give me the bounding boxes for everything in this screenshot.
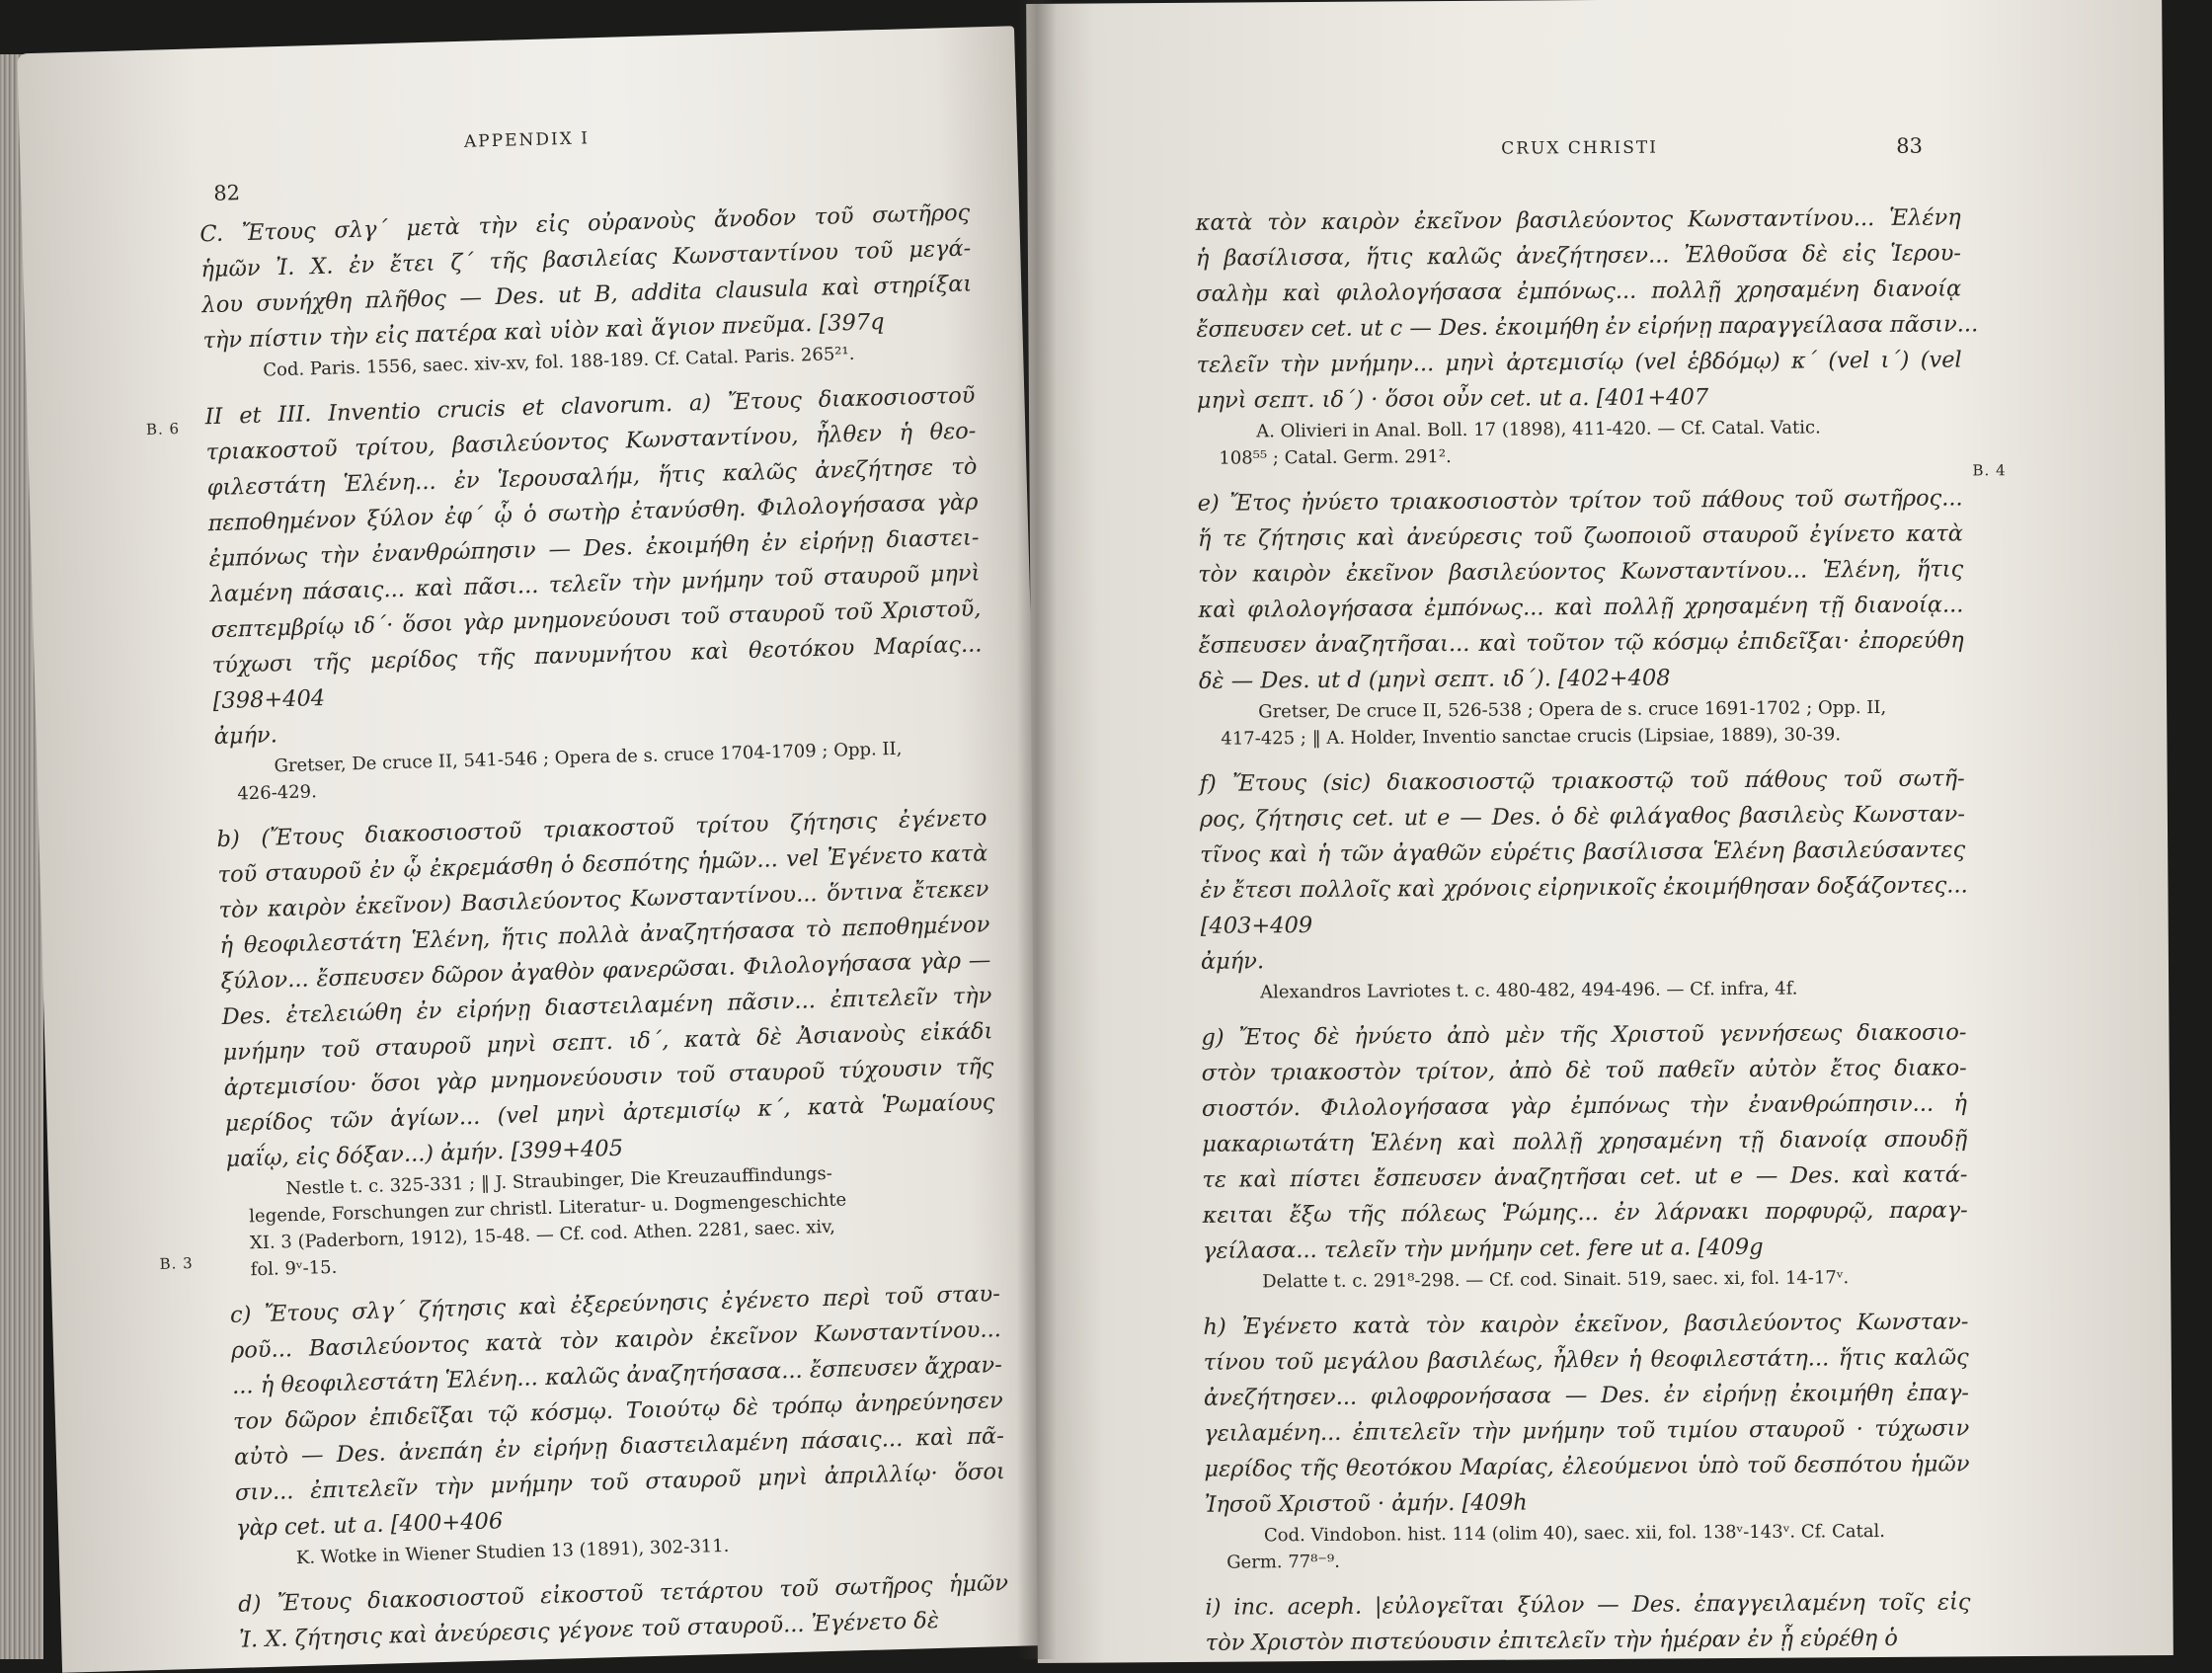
bibliographic-reference: 417-425 ; ‖ A. Holder, Inventio sanctae crucis (Lipsiae, 1889), 30-39. xyxy=(1221,724,1842,750)
book-gutter xyxy=(1017,0,1057,1659)
text-line: μακαριωτάτη Ἑλένη καὶ πολλῇ χρησαμένη τῇ διανοίᾳ σπουδῇ xyxy=(1202,1126,1968,1157)
text-line: τελεῖν τὴν μνήμην... μηνὶ ἀρτεμισίῳ (vel ἑβδόμῳ) κ΄ (vel ι΄) (vel xyxy=(1196,347,1962,378)
bibliographic-reference: Delatte t. c. 291⁸-298. — Cf. cod. Sinait. 519, saec. xi, fol. 14-17ᵛ. xyxy=(1262,1267,1850,1293)
bibliographic-reference: Germ. 77⁸⁻⁹. xyxy=(1226,1551,1340,1573)
text-line: τε καὶ πίστει ἔσπευσεν ἀναζητῆσαι cet. ut e — Des. καὶ κατά- xyxy=(1202,1161,1968,1193)
running-head: CRUX CHRISTI xyxy=(1501,137,1658,159)
bibliographic-reference: Nestle t. c. 325-331 ; ‖ J. Straubinger, Die Kreuzauffindungs- xyxy=(285,1162,833,1200)
bibliographic-reference: Alexandros Lavriotes t. c. 480-482, 494-496. — Cf. infra, 4f. xyxy=(1260,978,1798,1003)
text-line: γείλασα... τελεῖν τὴν μνήμην cet. fere ut a. [409g xyxy=(1202,1234,1764,1264)
running-head: APPENDIX I xyxy=(463,128,591,152)
text-entry xyxy=(1200,760,1967,1005)
text-line: τὴν πίστιν τὴν εἰς πατέρα καὶ υἱὸν καὶ ἅγιον πνεῦμα. [397q xyxy=(202,309,885,355)
text-line: στὸν τριακοστὸν τρίτον, ἀπὸ δὲ τοῦ παθεῖν αὐτὸν ἔτος διακο- xyxy=(1201,1055,1967,1086)
text-line: σιν... ἐπιτελεῖν τὴν μνήμην τοῦ σταυροῦ μηνὶ ἀπριλλίῳ· ὅσοι xyxy=(234,1459,1006,1506)
text-line: [398+404 xyxy=(212,684,326,715)
text-line: τὸν καιρὸν ἐκεῖνον) Βασιλεύοντος Κωνσταντίνου... ὅντινα ἔτεκεν xyxy=(218,876,989,924)
text-line: e) Ἔτος ἠνύετο τριακοσιοστὸν τρίτον τοῦ πάθους τοῦ σωτῆρος... xyxy=(1197,485,1963,517)
text-entry xyxy=(1198,480,1965,752)
text-entry xyxy=(1203,1304,1970,1575)
text-line: ἡ θεοφιλεστάτη Ἑλένη, ἥτις πολλὰ ἀναζητήσασα τὸ πεποθημένον xyxy=(219,912,990,960)
text-line: Des. ἐτελειώθη ἐν εἰρήνῃ διαστειλαμένη πᾶσιν... ἐπιτελεῖν τὴν xyxy=(221,983,992,1031)
text-entry xyxy=(199,196,974,386)
right-page xyxy=(1026,0,2173,1663)
text-line: λου συνήχθη πλῆθος — Des. ut B, addita clausula καὶ στηρίξαι xyxy=(201,271,973,319)
bibliographic-reference: K. Wotke in Wiener Studien 13 (1891), 302-311. xyxy=(295,1535,730,1569)
bibliographic-reference: A. Olivieri in Anal. Boll. 17 (1898), 411-420. — Cf. Catal. Vatic. xyxy=(1256,417,1821,442)
bibliographic-reference: Cod. Vindobon. hist. 114 (olim 40), saec. xii, fol. 138ᵛ-143ᵛ. Cf. Catal. xyxy=(1263,1521,1886,1547)
text-line: κειται ἔξω τῆς πόλεως Ῥώμης... ἐν λάρνακι πορφυρῷ, παραγ- xyxy=(1202,1197,1968,1229)
text-line: τοῦ σταυροῦ ἐν ᾧ ἐκρεμάσθη ὁ δεσπότης ἡμῶν... vel Ἐγένετο κατὰ xyxy=(217,840,988,889)
text-line: ρος, ζήτησις cet. ut e — Des. ὁ δὲ φιλάγαθος βασιλεὺς Κωνσταν- xyxy=(1199,801,1965,833)
bibliographic-reference: Cod. Paris. 1556, saec. xiv-xv, fol. 188-189. Cf. Catal. Paris. 265²¹. xyxy=(263,343,855,381)
text-line: b) (Ἔτους διακοσιοστοῦ τριακοστοῦ τρίτου ζήτησις ἐγένετο xyxy=(216,805,988,853)
text-line: ἀμήν. xyxy=(1200,948,1265,975)
text-line: μερίδος τῆς θεοτόκου Μαρίας, ἐλεούμενοι ὑπὸ τοῦ δεσπότου ἡμῶν xyxy=(1204,1451,1970,1482)
text-line: τριακοστοῦ τρίτου, βασιλεύοντος Κωνσταντίνου, ἦλθεν ἡ θεο- xyxy=(205,418,977,466)
page-number: 83 xyxy=(1896,133,1923,158)
text-entry xyxy=(216,800,999,1284)
text-line: d) Ἔτους διακοσιοστοῦ εἰκοστοῦ τετάρτου τοῦ σωτῆρος ἡμῶν xyxy=(237,1570,1009,1618)
text-line: μνήμην τοῦ σταυροῦ μηνὶ σεπτ. ιδ΄, κατὰ δὲ Ἀσιανοὺς εἰκάδι xyxy=(222,1018,993,1066)
text-line: σαλὴμ καὶ φιλολογήσασα ἐμπόνως... πολλῇ χρησαμένη διανοίᾳ xyxy=(1196,276,1962,307)
text-line: τὸν Χριστὸν πιστεύουσιν ἐπιτελεῖν τὴν ἡμέραν ἐν ᾗ εὑρέθη ὁ xyxy=(1205,1625,1898,1656)
text-line: ξύλον... ἔσπευσεν δῶρον ἀγαθὸν φανερῶσαι. Φιλολογήσασα γὰρ — xyxy=(220,947,991,996)
text-line: g) Ἔτος δὲ ἠνύετο ἀπὸ μὲν τῆς Χριστοῦ γεννήσεως διακοσιο- xyxy=(1201,1019,1967,1051)
text-line: c) Ἔτους σλγ΄ ζήτησις καὶ ἐξερεύνησις ἐγένετο περὶ τοῦ σταυ- xyxy=(229,1281,1001,1328)
bibliographic-reference: XI. 3 (Paderborn, 1912), 15-48. — Cf. cod. Athen. 2281, saec. xiv, xyxy=(249,1216,836,1254)
text-entry xyxy=(1195,199,1979,471)
text-line: φιλεστάτη Ἑλένη... ἐν Ἱερουσαλήμ, ἥτις καλῶς ἀνεζήτησε τὸ xyxy=(206,453,978,502)
text-line: μαΐῳ, εἰς δόξαν...) ἀμήν. [399+405 xyxy=(225,1135,624,1172)
text-entry xyxy=(1201,1014,1968,1295)
bibliographic-reference: fol. 9ᵛ-15. xyxy=(250,1256,338,1281)
text-line: τον δῶρον ἐπιδεῖξαι τῷ κόσμῳ. Τοιούτῳ δὲ τρόπῳ ἀνηρεύνησεν xyxy=(232,1388,1004,1435)
text-line: II et III. Inventio crucis et clavorum. a) Ἔτους διακοσιοστοῦ xyxy=(204,382,976,431)
text-line: ἐμπόνως τὴν ἐνανθρώπησιν — Des. ἐκοιμήθη ἐν εἰρήνῃ διαστει- xyxy=(208,524,980,573)
text-line: ἡ βασίλισσα, ἥτις καλῶς ἀνεζήτησεν... Ἐλθοῦσα δὲ εἰς Ἱερου- xyxy=(1195,240,1962,272)
margin-ref: B. 3 xyxy=(159,1253,194,1273)
text-line: f) Ἔτους (sic) διακοσιοστῷ τριακοστῷ τοῦ πάθους τοῦ σωτῆ- xyxy=(1199,765,1965,797)
margin-ref: B. 6 xyxy=(145,419,181,438)
text-entry xyxy=(1205,1584,1970,1660)
text-line: ἀρτεμισίου· ὅσοι γὰρ μνημονεύουσιν τοῦ σταυροῦ τύχουσιν τῆς xyxy=(223,1054,994,1101)
text-line: Ἰησοῦ Χριστοῦ · ἀμήν. [409h xyxy=(1204,1489,1528,1518)
text-line: ἔσπευσεν ἀναζητῆσαι... καὶ τοῦτον τῷ κόσμῳ ἐπιδεῖξαι· ἐπορεύθη xyxy=(1198,627,1964,659)
text-line: ροῦ... Βασιλεύοντος κατὰ τὸν καιρὸν ἐκεῖνον Κωνσταντίνου... xyxy=(230,1316,1002,1364)
text-line: τίνου τοῦ μεγάλου βασιλέως, ἦλθεν ἡ θεοφιλεστάτη... ἥτις καλῶς xyxy=(1203,1344,1969,1376)
text-line: ἔσπευσεν cet. ut c — Des. ἐκοιμήθη ἐν εἰρήνῃ παραγγείλασα πᾶσιν... xyxy=(1196,311,1979,343)
text-entry xyxy=(230,1276,1007,1573)
bibliographic-reference: 108⁵⁵ ; Catal. Germ. 291². xyxy=(1219,446,1452,469)
text-line: μερίδος τῶν ἁγίων... (vel μηνὶ ἀρτεμισίῳ κ΄, κατὰ Ῥωμαίους xyxy=(224,1089,995,1137)
text-line: ἐν ἔτεσι πολλοῖς καὶ χρόνοις εἰρηνικοῖς ἐκοιμήθησαν δοξάζοντες... xyxy=(1200,872,1968,904)
text-line: h) Ἐγένετο κατὰ τὸν καιρὸν ἐκεῖνον, βασιλεύοντος Κωνσταν- xyxy=(1203,1309,1969,1340)
page-body xyxy=(1195,199,1979,1663)
bibliographic-reference: legende, Forschungen zur christl. Literatur- u. Dogmengeschichte xyxy=(248,1189,847,1228)
text-line: ἀμήν. xyxy=(213,722,278,751)
text-line: πεποθημένον ξύλον ἐφ΄ ᾧ ὁ σωτὴρ ἐτανύσθη. Φιλολογήσασα γὰρ xyxy=(207,489,979,537)
margin-ref: B. 4 xyxy=(1972,461,2007,480)
text-line: σεπτεμβρίῳ ιδ΄· ὅσοι γὰρ μνημονεύουσι τοῦ σταυροῦ τοῦ Χριστοῦ, xyxy=(210,596,982,644)
page-body xyxy=(199,196,1010,1672)
bibliographic-reference: Gretser, De cruce II, 526-538 ; Opera de s. cruce 1691-1702 ; Opp. II, xyxy=(1258,696,1887,723)
text-line: σιοστόν. Φιλολογήσασα γὰρ ἐμπόνως τὴν ἐνανθρώπησιν... ἡ xyxy=(1201,1090,1968,1122)
text-line: τὸν καιρὸν ἐκεῖνον βασιλεύοντος Κωνσταντίνου... Ἑλένη, ἥτις xyxy=(1198,556,1964,588)
text-line: λαμένη πάσαις... καὶ πᾶσι... τελεῖν τὴν μνήμην τοῦ σταυροῦ μηνὶ xyxy=(209,560,981,608)
text-line: C. Ἔτους σλγ΄ μετὰ τὴν εἰς οὐρανοὺς ἄνοδον τοῦ σωτῆρος xyxy=(199,199,971,248)
text-line: καὶ φιλολογήσασα ἐμπόνως... καὶ πολλῇ χρησαμένη τῇ διανοίᾳ... xyxy=(1198,592,1964,623)
text-line: αὐτὸ — Des. ἀνεπάη ἐν εἰρήνῃ διαστειλαμένη πάσαις... καὶ πᾶ- xyxy=(233,1423,1005,1471)
text-entry xyxy=(204,377,986,808)
text-line: Ἰ. Χ. ζήτησις καὶ ἀνεύρεσις γέγονε τοῦ σταυροῦ... Ἐγένετο δὲ xyxy=(238,1607,940,1653)
text-entry xyxy=(238,1565,1010,1658)
text-line: κατὰ τὸν καιρὸν ἐκεῖνον βασιλεύοντος Κωνσταντίνου... Ἑλένη xyxy=(1195,204,1961,236)
text-line: i) inc. aceph. |εὐλογεῖται ξύλον — Des. ἐπαγγειλαμένη τοῖς εἰς xyxy=(1205,1589,1971,1621)
text-line: τύχωσι τῆς μερίδος τῆς πανυμνήτου καὶ θεοτόκου Μαρίας... xyxy=(211,631,983,679)
text-line: μηνὶ σεπτ. ιδ΄) · ὅσοι οὖν cet. ut a. [401+407 xyxy=(1196,384,1709,414)
text-line: τῖνος καὶ ἡ τῶν ἀγαθῶν εὑρέτις βασίλισσα Ἑλένη βασιλεύσαντες xyxy=(1200,836,1966,868)
text-line: ἡμῶν Ἰ. Χ. ἐν ἔτει ζ΄ τῆς βασιλείας Κωνσταντίνου τοῦ μεγά- xyxy=(200,235,972,283)
text-line: ἀνεζήτησεν... φιλοφρονήσασα — Des. ἐν εἰρήνῃ ἐκοιμήθη ἐπαγ- xyxy=(1203,1380,1970,1411)
bibliographic-reference: Gretser, De cruce II, 541-546 ; Opera de s. cruce 1704-1709 ; Opp. II, xyxy=(274,738,903,777)
text-line: γειλαμένη... ἐπιτελεῖν τὴν μνήμην τοῦ τιμίου σταυροῦ · τύχωσιν xyxy=(1204,1415,1970,1447)
text-line: ἥ τε ζήτησις καὶ ἀνεύρεσις τοῦ ζωοποιοῦ σταυροῦ ἐγίνετο κατὰ xyxy=(1197,520,1964,552)
left-page xyxy=(17,26,1059,1673)
text-line: δὲ — Des. ut d (μηνὶ σεπτ. ιδ΄). [402+408 xyxy=(1198,665,1671,694)
text-line: ... ἡ θεοφιλεστάτη Ἑλένη... καλῶς ἀναζητήσασα... ἔσπευσεν ἄχραν- xyxy=(231,1352,1003,1399)
text-line: [403+409 xyxy=(1200,913,1313,939)
bibliographic-reference: 426-429. xyxy=(237,781,318,805)
page-number: 82 xyxy=(212,181,241,205)
text-line: γὰρ cet. ut a. [400+406 xyxy=(235,1508,504,1542)
